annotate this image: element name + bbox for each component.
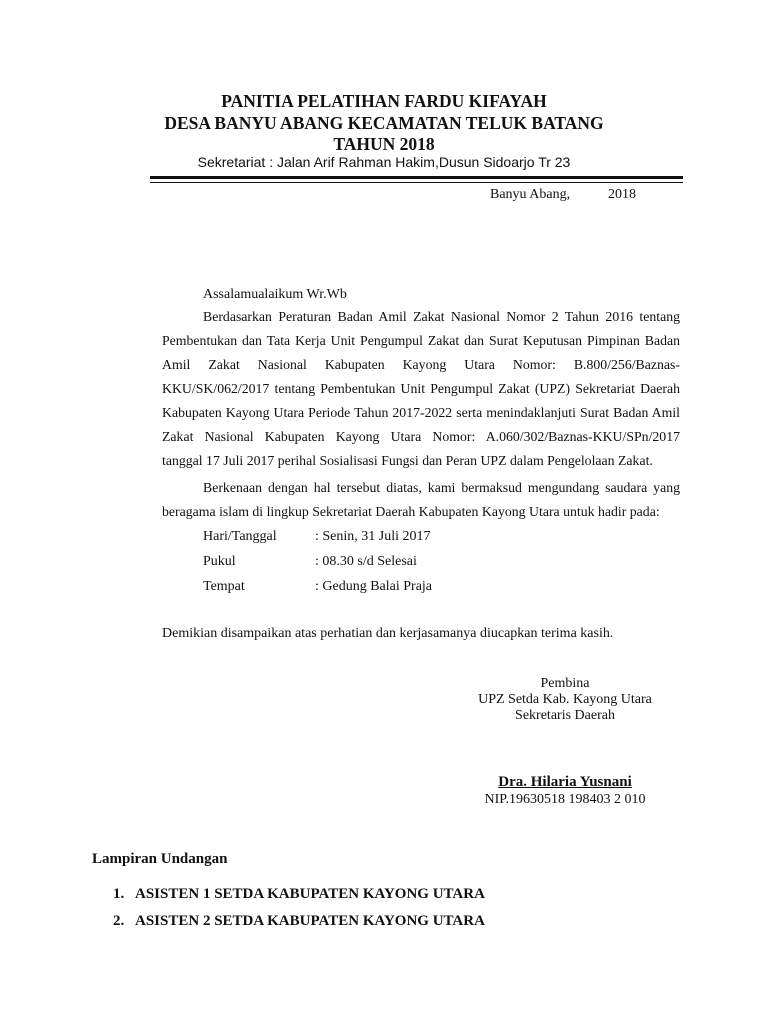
attachment-list [113, 884, 633, 938]
schedule-label: Tempat [203, 579, 245, 594]
attachment-heading: Lampiran Undangan [92, 851, 228, 867]
paragraph-line: Berkenaan dengan hal tersebut diatas, kami bermaksud mengundang saudara yang [203, 480, 680, 495]
paragraph-1 [162, 305, 680, 473]
paragraph-line: Berdasarkan Peraturan Badan Amil Zakat Nasional Nomor 2 Tahun 2016 tentang [203, 309, 680, 324]
signatory-name [455, 773, 675, 791]
letterhead-title-line-3: TAHUN 2018 [333, 134, 435, 154]
schedule-value: : Senin, 31 Juli 2017 [315, 529, 431, 544]
attachment-item-text: ASISTEN 1 SETDA KABUPATEN KAYONG UTARA [135, 886, 485, 902]
paragraph-line: Kabupaten Kayong Utara Periode Tahun 2017-2022 serta menindaklanjuti Surat Badan Amil [162, 405, 680, 420]
signature-role: Pembina [540, 676, 590, 691]
paragraph-line: KKU/SK/062/2017 tentang Pembentukan Unit Pengumpul Zakat (UPZ) Sekretariat Daerah [162, 381, 680, 396]
signature-organization: UPZ Setda Kab. Kayong Utara [478, 692, 652, 707]
attachment-item-text: ASISTEN 2 SETDA KABUPATEN KAYONG UTARA [135, 913, 485, 929]
attachment-item-number: 2. [113, 913, 125, 929]
schedule-value: : Gedung Balai Praja [315, 579, 433, 594]
date-place: Banyu Abang, [490, 187, 571, 202]
attachment-item [113, 911, 633, 938]
schedule-value: : 08.30 s/d Selesai [315, 554, 417, 569]
schedule-row [203, 549, 523, 574]
schedule-label: Pukul [203, 554, 236, 569]
paragraph-line: beragama islam di lingkup Sekretariat Daerah Kabupaten Kayong Utara untuk hadir pada: [162, 504, 660, 519]
attachment-item [113, 884, 633, 911]
paragraph-line: Pembentukan dan Tata Kerja Unit Pengumpul Zakat dan Surat Keputusan Pimpinan Badan [162, 333, 680, 348]
schedule-row [203, 524, 523, 549]
schedule-row [203, 574, 523, 599]
letterhead-secretariat-address: Sekretariat : Jalan Arif Rahman Hakim,Dusun Sidoarjo Tr 23 [197, 154, 571, 170]
date-year: 2018 [608, 187, 636, 202]
signature-block [455, 676, 675, 724]
paragraph-2 [162, 476, 680, 524]
greeting: Assalamualaikum Wr.Wb [203, 287, 347, 302]
letterhead-title-line-1: PANITIA PELATIHAN FARDU KIFAYAH [221, 91, 547, 111]
schedule-label: Hari/Tanggal [203, 529, 277, 544]
signatory-nip: NIP.19630518 198403 2 010 [484, 792, 646, 807]
paragraph-line: Amil Zakat Nasional Kabupaten Kayong Utara Nomor: B.800/256/Baznas- [162, 357, 680, 372]
signatory-name-text: Dra. Hilaria Yusnani [498, 774, 632, 790]
closing-sentence: Demikian disampaikan atas perhatian dan kerjasamanya diucapkan terima kasih. [162, 626, 614, 641]
paragraph-line: tanggal 17 Juli 2017 perihal Sosialisasi Fungsi dan Peran UPZ dalam Pengelolaan Zakat. [162, 453, 653, 468]
letterhead-rule-thin [150, 182, 683, 183]
letterhead-title-line-2: DESA BANYU ABANG KECAMATAN TELUK BATANG [164, 113, 604, 133]
paragraph-line: Zakat Nasional Kabupaten Kayong Utara Nomor: A.060/302/Baznas-KKU/SPn/2017 [162, 429, 680, 444]
signature-position: Sekretaris Daerah [515, 708, 615, 723]
letterhead-rule-thick [150, 176, 683, 179]
attachment-item-number: 1. [113, 886, 125, 902]
event-schedule [203, 524, 523, 599]
